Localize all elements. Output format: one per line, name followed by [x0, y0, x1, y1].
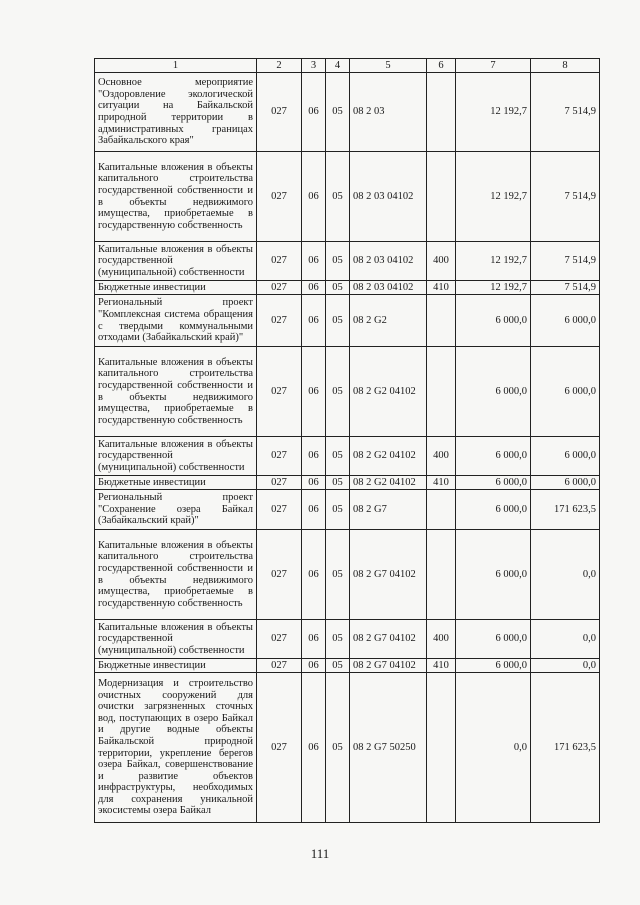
row-amount-7: 12 192,7 [456, 281, 531, 295]
row-description: Капитальные вложения в объекты капитального строительства государственной собственности и в объекты недвижимого имущества, приобретаемые в государственную собственность [95, 347, 257, 437]
row-amount-8: 6 000,0 [531, 347, 600, 437]
row-description: Модернизация и строительство очистных сооружений для очистки загрязненных сточных вод, поступающих в озеро Байкал и другие водные объекты Байкальской природной территории, укрепление берегов озера Байкал, совершенствование и развитие объектов инфраструктуры, необходимых для сохранения уникальной экосистемы озера Байкал [95, 673, 257, 823]
row-description: Капитальные вложения в объекты государственной (муниципальной) собственности [95, 242, 257, 281]
row-subsection: 05 [326, 490, 350, 530]
row-section: 06 [302, 476, 326, 490]
row-admin-code: 027 [257, 347, 302, 437]
table-row [95, 673, 600, 823]
row-section: 06 [302, 242, 326, 281]
row-target-article: 08 2 03 04102 [350, 242, 427, 281]
row-admin-code: 027 [257, 152, 302, 242]
row-admin-code: 027 [257, 242, 302, 281]
row-expense-type [427, 295, 456, 347]
row-description: Бюджетные инвестиции [95, 659, 257, 673]
row-admin-code: 027 [257, 530, 302, 620]
row-amount-7: 12 192,7 [456, 73, 531, 152]
row-section: 06 [302, 281, 326, 295]
table-row [95, 295, 600, 347]
table-row [95, 242, 600, 281]
row-description: Бюджетные инвестиции [95, 476, 257, 490]
row-target-article: 08 2 G7 04102 [350, 530, 427, 620]
row-admin-code: 027 [257, 620, 302, 659]
row-description: Капитальные вложения в объекты капитального строительства государственной собственности и в объекты недвижимого имущества, приобретаемые в государственную собственность [95, 530, 257, 620]
table-row [95, 281, 600, 295]
row-amount-8: 0,0 [531, 530, 600, 620]
header-col-7: 7 [456, 59, 531, 73]
row-subsection: 05 [326, 295, 350, 347]
row-expense-type: 400 [427, 242, 456, 281]
row-amount-7: 6 000,0 [456, 295, 531, 347]
row-section: 06 [302, 490, 326, 530]
row-subsection: 05 [326, 620, 350, 659]
row-amount-7: 6 000,0 [456, 620, 531, 659]
header-col-1: 1 [95, 59, 257, 73]
row-amount-8: 171 623,5 [531, 673, 600, 823]
row-target-article: 08 2 G7 [350, 490, 427, 530]
row-description: Капитальные вложения в объекты государственной (муниципальной) собственности [95, 620, 257, 659]
header-col-6: 6 [427, 59, 456, 73]
row-target-article: 08 2 G2 04102 [350, 476, 427, 490]
row-admin-code: 027 [257, 295, 302, 347]
page-number: 111 [310, 846, 330, 861]
row-subsection: 05 [326, 152, 350, 242]
row-subsection: 05 [326, 673, 350, 823]
row-subsection: 05 [326, 281, 350, 295]
row-expense-type: 410 [427, 476, 456, 490]
table-row [95, 476, 600, 490]
row-expense-type: 410 [427, 281, 456, 295]
table-row [95, 152, 600, 242]
table-row [95, 437, 600, 476]
row-expense-type [427, 152, 456, 242]
row-amount-7: 6 000,0 [456, 476, 531, 490]
header-col-4: 4 [326, 59, 350, 73]
row-amount-8: 0,0 [531, 659, 600, 673]
row-target-article: 08 2 G2 04102 [350, 437, 427, 476]
row-amount-8: 7 514,9 [531, 152, 600, 242]
table-row [95, 73, 600, 152]
row-expense-type [427, 673, 456, 823]
row-subsection: 05 [326, 476, 350, 490]
row-subsection: 05 [326, 659, 350, 673]
row-section: 06 [302, 530, 326, 620]
header-col-3: 3 [302, 59, 326, 73]
row-expense-type: 400 [427, 620, 456, 659]
row-subsection: 05 [326, 242, 350, 281]
row-admin-code: 027 [257, 281, 302, 295]
row-expense-type: 400 [427, 437, 456, 476]
row-description: Бюджетные инвестиции [95, 281, 257, 295]
row-amount-7: 0,0 [456, 673, 531, 823]
row-section: 06 [302, 620, 326, 659]
row-amount-7: 12 192,7 [456, 242, 531, 281]
header-col-2: 2 [257, 59, 302, 73]
row-amount-7: 6 000,0 [456, 347, 531, 437]
row-section: 06 [302, 152, 326, 242]
row-amount-8: 171 623,5 [531, 490, 600, 530]
row-expense-type [427, 530, 456, 620]
row-description: Капитальные вложения в объекты государственной (муниципальной) собственности [95, 437, 257, 476]
row-admin-code: 027 [257, 73, 302, 152]
table-row [95, 530, 600, 620]
row-section: 06 [302, 437, 326, 476]
row-section: 06 [302, 673, 326, 823]
row-expense-type [427, 490, 456, 530]
row-admin-code: 027 [257, 490, 302, 530]
row-section: 06 [302, 73, 326, 152]
table-row [95, 490, 600, 530]
row-amount-7: 12 192,7 [456, 152, 531, 242]
row-section: 06 [302, 347, 326, 437]
table-row [95, 659, 600, 673]
row-description: Капитальные вложения в объекты капитального строительства государственной собственности и в объекты недвижимого имущества, приобретаемые в государственную собственность [95, 152, 257, 242]
row-description: Региональный проект "Сохранение озера Байкал (Забайкальский край)" [95, 490, 257, 530]
row-amount-7: 6 000,0 [456, 530, 531, 620]
row-amount-8: 6 000,0 [531, 295, 600, 347]
row-amount-8: 7 514,9 [531, 242, 600, 281]
row-section: 06 [302, 295, 326, 347]
row-admin-code: 027 [257, 437, 302, 476]
row-target-article: 08 2 03 04102 [350, 152, 427, 242]
row-amount-7: 6 000,0 [456, 490, 531, 530]
row-admin-code: 027 [257, 659, 302, 673]
row-target-article: 08 2 G7 04102 [350, 659, 427, 673]
row-admin-code: 027 [257, 476, 302, 490]
row-expense-type [427, 347, 456, 437]
row-target-article: 08 2 G2 04102 [350, 347, 427, 437]
row-admin-code: 027 [257, 673, 302, 823]
table-row [95, 347, 600, 437]
row-amount-8: 6 000,0 [531, 476, 600, 490]
row-target-article: 08 2 03 04102 [350, 281, 427, 295]
row-target-article: 08 2 G7 50250 [350, 673, 427, 823]
row-amount-8: 7 514,9 [531, 73, 600, 152]
header-col-8: 8 [531, 59, 600, 73]
row-target-article: 08 2 G7 04102 [350, 620, 427, 659]
row-amount-8: 0,0 [531, 620, 600, 659]
row-amount-7: 6 000,0 [456, 437, 531, 476]
row-expense-type [427, 73, 456, 152]
row-description: Основное мероприятие "Оздоровление экологической ситуации на Байкальской природной территории в административных границах Забайкальского края" [95, 73, 257, 152]
row-description: Региональный проект "Комплексная система обращения с твердыми коммунальными отходами (Забайкальский край)" [95, 295, 257, 347]
row-target-article: 08 2 03 [350, 73, 427, 152]
row-subsection: 05 [326, 437, 350, 476]
table-header-row [95, 59, 600, 73]
row-target-article: 08 2 G2 [350, 295, 427, 347]
row-subsection: 05 [326, 73, 350, 152]
header-col-5: 5 [350, 59, 427, 73]
row-subsection: 05 [326, 530, 350, 620]
row-amount-8: 7 514,9 [531, 281, 600, 295]
row-subsection: 05 [326, 347, 350, 437]
row-section: 06 [302, 659, 326, 673]
row-expense-type: 410 [427, 659, 456, 673]
row-amount-8: 6 000,0 [531, 437, 600, 476]
table-row [95, 620, 600, 659]
budget-table [94, 58, 600, 823]
row-amount-7: 6 000,0 [456, 659, 531, 673]
